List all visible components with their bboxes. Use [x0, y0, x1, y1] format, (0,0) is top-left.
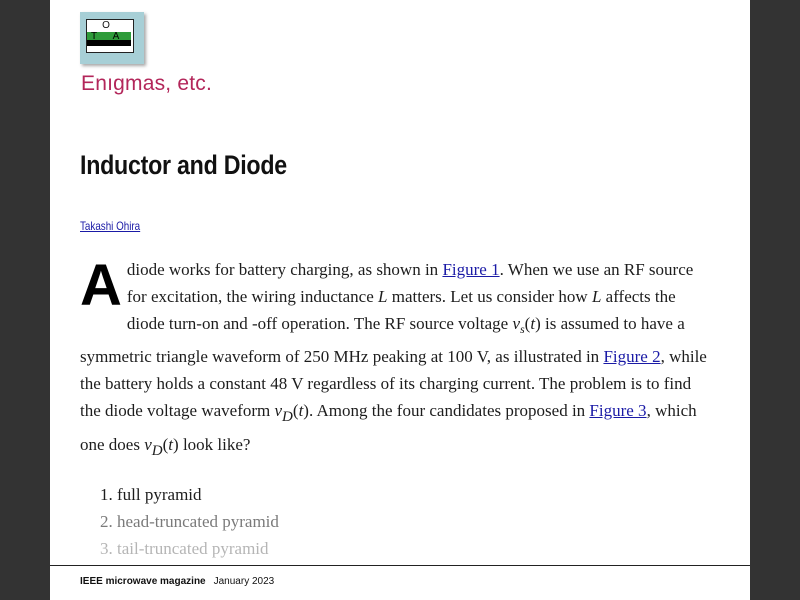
article-title: Inductor and Diode	[80, 150, 287, 180]
body-text-segment: , which one does	[80, 401, 697, 454]
issue-date: January 2023	[213, 576, 275, 587]
math-sub-s: s	[520, 322, 525, 336]
math-var-l: L	[378, 287, 388, 306]
body-text-segment: matters. Let us consider how	[387, 287, 592, 306]
logo-letter-o: O	[102, 20, 110, 31]
answer-options	[100, 481, 279, 562]
figure-1-link[interactable]: Figure 1	[442, 260, 500, 279]
math-var-t: t	[298, 401, 304, 420]
option-full-pyramid: 1. full pyramid	[100, 485, 202, 504]
math-var-t: t	[168, 435, 174, 454]
author-link[interactable]: Takashi Ohira	[80, 219, 141, 233]
drop-cap: A	[80, 253, 122, 318]
math-var-v: v	[144, 435, 152, 454]
math-var-l: L	[591, 287, 602, 306]
body-text-segment: is assumed to have a symmetric triangle waveform of 250 MHz peaking at 100 V, as illustrated in	[80, 314, 685, 366]
math-paren: (	[524, 314, 531, 333]
figure-3-link[interactable]: Figure 3	[589, 401, 647, 420]
magazine-name: IEEE microwave magazine	[80, 576, 206, 587]
body-text-segment: look like?	[178, 435, 251, 454]
option-tail-truncated-pyramid: 3. tail-truncated pyramid	[100, 539, 269, 558]
body-text-segment: , while the battery holds a constant 48 V regardless of its charging current. The problem is to find the diode voltage waveform	[80, 347, 707, 420]
article-body	[80, 253, 716, 465]
footer-divider	[50, 565, 750, 566]
body-text-segment: . When we use an RF source for excitation, the wiring inductance	[126, 260, 694, 306]
enigmas-logo-icon	[80, 12, 144, 64]
body-text-segment: affects the diode turn-on and -off operation. The RF source voltage	[126, 287, 676, 333]
article-page	[50, 0, 750, 600]
math-var-v: v	[274, 401, 283, 420]
math-var-t: t	[530, 314, 536, 333]
logo-grid	[86, 19, 134, 53]
math-paren: (	[162, 435, 169, 454]
option-head-truncated-pyramid: 2. head-truncated pyramid	[100, 512, 279, 531]
math-paren: (	[292, 401, 299, 420]
math-sub-d: D	[151, 443, 163, 459]
math-paren: )	[303, 401, 309, 420]
math-paren: )	[535, 314, 541, 333]
page-footer	[80, 576, 274, 587]
figure-2-link[interactable]: Figure 2	[603, 347, 661, 366]
math-paren: )	[173, 435, 179, 454]
logo-letter-t: T	[90, 31, 98, 42]
body-text-segment: . Among the four candidates proposed in	[308, 401, 590, 420]
math-sub-d: D	[282, 409, 293, 425]
body-text-segment: diode works for battery charging, as shown in	[126, 260, 443, 279]
logo-letter-a: A	[112, 31, 120, 42]
brand-name: Enıgmas, etc.	[81, 72, 212, 95]
math-var-v: v	[512, 314, 520, 333]
